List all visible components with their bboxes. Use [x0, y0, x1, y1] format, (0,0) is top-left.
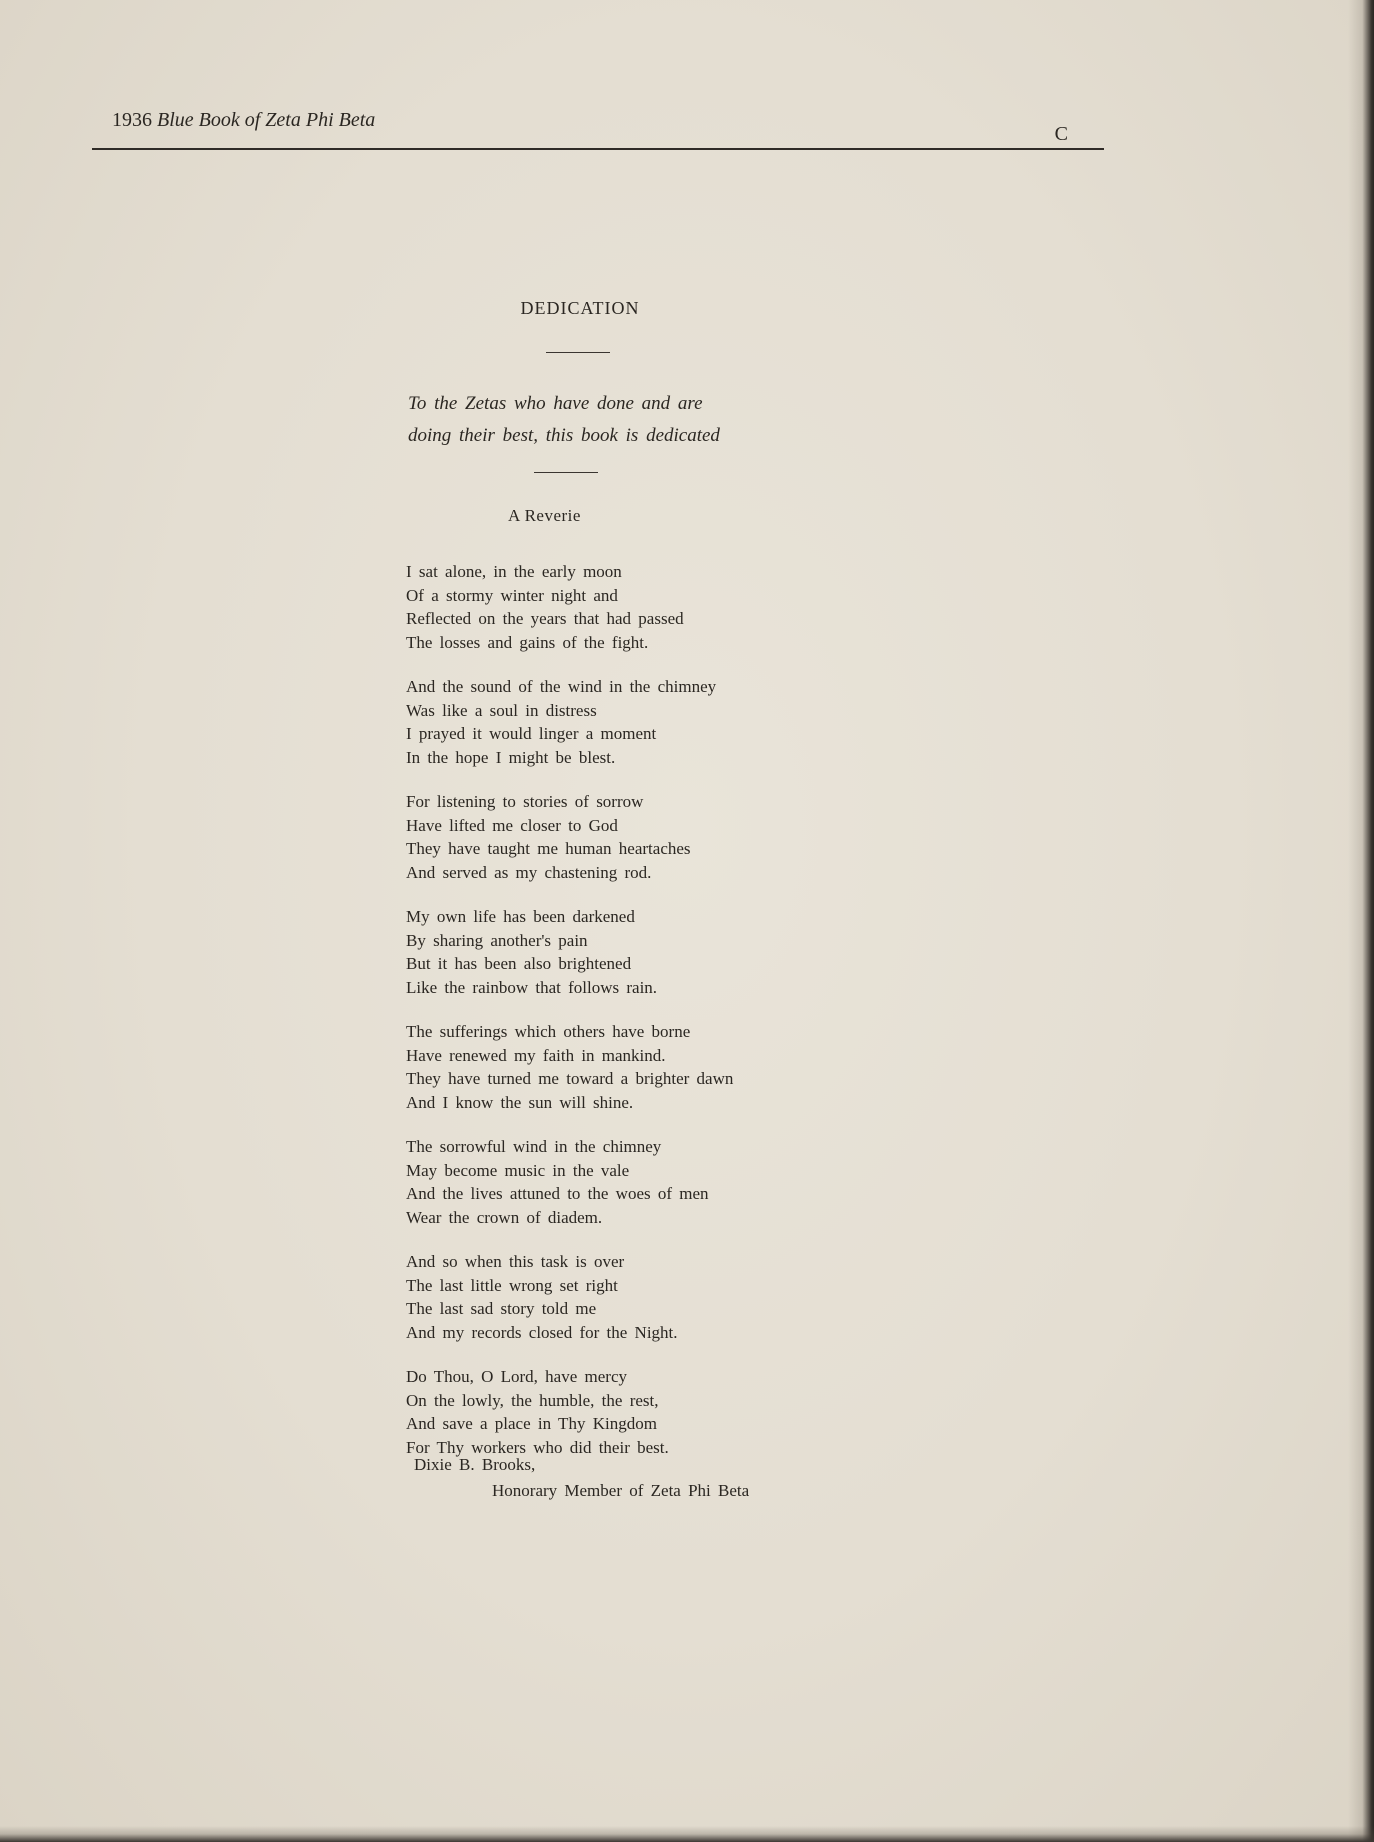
poem-line: For Thy workers who did their best.	[406, 1437, 669, 1457]
poem-line: The last sad story told me	[406, 1299, 597, 1318]
poem-line: Have renewed my faith in mankind.	[406, 1045, 666, 1065]
page-bottom-shadow	[0, 1826, 1374, 1842]
header-left	[112, 108, 375, 132]
poem-stanza	[406, 1020, 733, 1114]
poem-title: A Reverie	[508, 506, 581, 525]
poem-line: And so when this task is over	[406, 1252, 625, 1271]
divider-rule	[534, 472, 598, 473]
poem-line: Do Thou, O Lord, have mercy	[406, 1367, 627, 1386]
poem-line: The sorrowful wind in the chimney	[406, 1137, 662, 1156]
poem-stanza	[406, 1250, 733, 1344]
author-name: Dixie B. Brooks,	[414, 1455, 536, 1474]
poem-line: They have turned me toward a brighter dawn	[406, 1069, 734, 1088]
poem-line: I prayed it would linger a moment	[406, 724, 657, 743]
poem-stanza	[406, 675, 733, 769]
author-title: Honorary Member of Zeta Phi Beta	[492, 1481, 750, 1500]
poem-stanza	[406, 905, 733, 999]
divider-rule	[546, 352, 610, 353]
poem-line: May become music in the vale	[406, 1160, 630, 1180]
page-letter: C	[1054, 123, 1068, 145]
poem-line: And served as my chastening rod.	[406, 862, 652, 882]
poem-body	[406, 560, 733, 1480]
dedication-line: To the Zetas who have done and are	[408, 393, 703, 414]
page-edge-shadow	[1348, 0, 1374, 1842]
poem-line: On the lowly, the humble, the rest,	[406, 1390, 659, 1410]
header-book-title: Blue Book of Zeta Phi Beta	[157, 109, 376, 131]
poem-stanza	[406, 1135, 733, 1229]
signature-block	[414, 1452, 749, 1504]
poem-line: And my records closed for the Night.	[406, 1322, 678, 1342]
dedication-line: doing their best, this book is dedicated	[408, 425, 720, 446]
poem-line: In the hope I might be blest.	[406, 747, 616, 767]
header-year: 1936	[112, 109, 152, 131]
poem-line: Reflected on the years that had passed	[406, 609, 684, 628]
dedication-text	[408, 388, 720, 452]
poem-line: The sufferings which others have borne	[406, 1022, 691, 1041]
poem-line: I sat alone, in the early moon	[406, 562, 622, 581]
poem-line: Have lifted me closer to God	[406, 815, 618, 835]
poem-line: But it has been also brightened	[406, 954, 632, 973]
poem-line: My own life has been darkened	[406, 907, 635, 926]
poem-line: Like the rainbow that follows rain.	[406, 977, 658, 997]
poem-line: And the sound of the wind in the chimney	[406, 677, 717, 696]
poem-line: The losses and gains of the fight.	[406, 632, 649, 652]
poem-line: And I know the sun will shine.	[406, 1092, 634, 1112]
poem-line: Was like a soul in distress	[406, 700, 597, 720]
poem-line: Of a stormy winter night and	[406, 585, 618, 605]
poem-line: For listening to stories of sorrow	[406, 792, 644, 811]
dedication-title: DEDICATION	[520, 298, 640, 318]
poem-line: They have taught me human heartaches	[406, 839, 691, 858]
running-header	[92, 108, 1104, 150]
poem-stanza	[406, 1365, 733, 1459]
poem-line: Wear the crown of diadem.	[406, 1207, 603, 1227]
poem-stanza	[406, 790, 733, 884]
poem-stanza	[406, 560, 733, 654]
poem-line: By sharing another's pain	[406, 930, 588, 950]
poem-line: And the lives attuned to the woes of men	[406, 1184, 709, 1203]
poem-line: The last little wrong set right	[406, 1275, 618, 1295]
poem-line: And save a place in Thy Kingdom	[406, 1414, 657, 1433]
